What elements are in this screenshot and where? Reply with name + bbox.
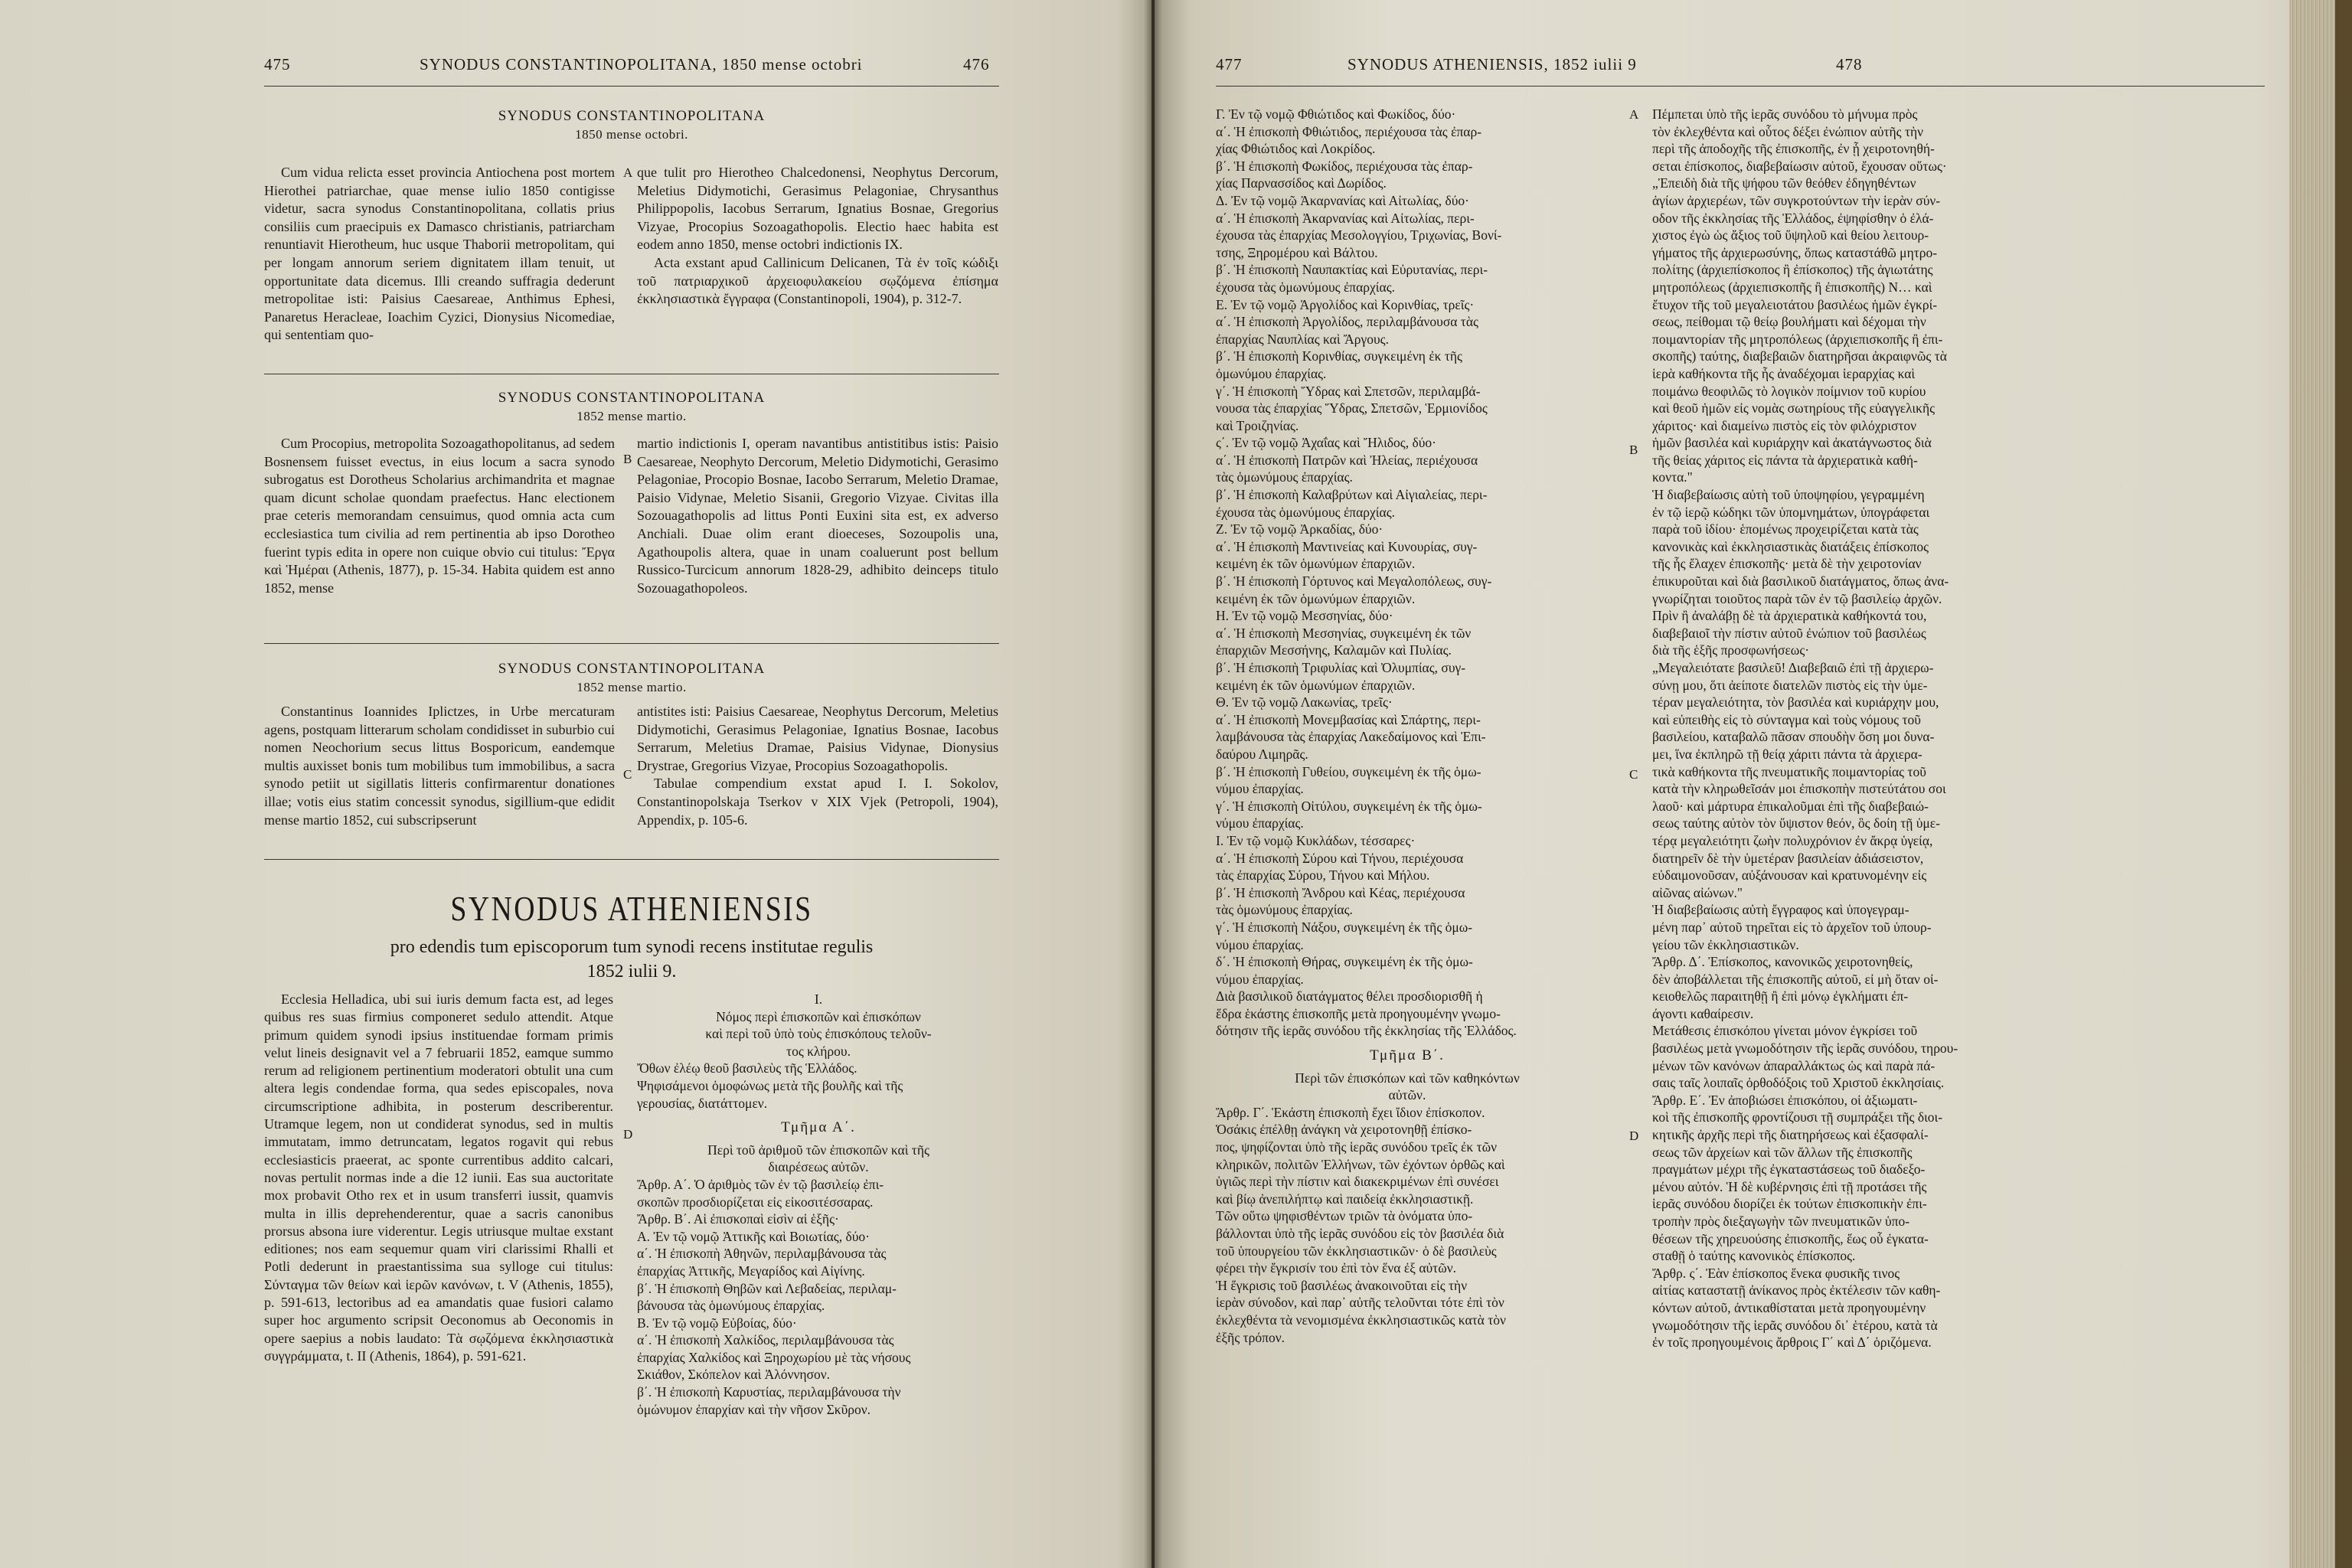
text-line: δὲν ἀποβάλλεται τῆς ἐπισκοπῆς αὐτοῦ, εἰ μὴ ὅταν οἰ-	[1652, 971, 1939, 987]
text-line: Μετάθεσις ἐπισκόπου γίνεται μόνον ἐγκρίσει τοῦ	[1652, 1023, 1918, 1039]
text-line: ς΄. Ἐν τῷ νομῷ Ἀχαΐας καὶ Ἤλιδος, δύο·	[1216, 435, 1436, 451]
text-line: φέρει τὴν ἔγκρισίν του ἐπὶ τὸν ἕνα ἐξ αὐτῶν.	[1216, 1260, 1457, 1276]
text-line: χίας Φθιώτιδος καὶ Λοκρίδος.	[1216, 141, 1376, 157]
text-line: α΄. Ἡ ἐπισκοπὴ Χαλκίδος, περιλαμβάνουσα τὰς	[637, 1332, 894, 1348]
text-line: λαμβάνουσα τὰς ἐπαρχίας Λακεδαίμονος καὶ Ἐπι-	[1216, 729, 1486, 745]
text-line: Ἡ διαβεβαίωσις αὐτὴ τοῦ ὑποψηφίου, γεγραμμένη	[1652, 487, 1925, 503]
text-line: βάλλονται ὑπὸ τῆς ἱερᾶς συνόδου εἰς τὸν βασιλέα διὰ	[1216, 1226, 1504, 1241]
page-number: 475	[264, 55, 291, 74]
text-line: β΄. Ἡ ἐπισκοπὴ Ναυπακτίας καὶ Εὐρυτανίας, περι-	[1216, 262, 1488, 278]
title-date: 1852 iulii 9.	[586, 962, 677, 982]
paragraph: que tulit pro Hierotheo Chalcedonensi, Neophytus Dercorum, Meletius Didymotichi, Gerasimus Pelagoniae, Chrysanthus Philippopolis, Iacobus Serrarum, Ignatius Bosnae, Gregorius Vizyae, Procopius Sozoagathopolis. Electio haec habita est eodem anno 1850, mense octobri indictionis IX.	[637, 165, 998, 253]
text-line: ἕδρα ἑκάστης ἐπισκοπῆς μετὰ προηγουμένην γνωμο-	[1216, 1005, 1501, 1021]
text-line: β΄. Ἡ ἐπισκοπὴ Θηβῶν καὶ Λεβαδείας, περιλαμ-	[637, 1280, 897, 1296]
margin-letter: A	[1629, 107, 1639, 122]
text-line: α΄. Ἡ ἐπισκοπὴ Πατρῶν καὶ Ἠλείας, περιέχουσα	[1216, 452, 1478, 468]
greek-column	[1652, 106, 2035, 1351]
text-line: σεως τῶν ἀρχείων καὶ τῶν ἄλλων τῆς ἐπισκοπῆς	[1652, 1144, 1913, 1160]
text-line: σταθῇ ὁ ταύτης κανονικὸς ἐπίσκοπος.	[1652, 1248, 1856, 1264]
text-line: άγοντι καθαίρεσιν.	[1652, 1005, 1754, 1021]
text-line: νουσα τὰς ἐπαρχίας Ὕδρας, Σπετσῶν, Ἑρμιονίδος	[1216, 400, 1488, 416]
text-line: τῆς ἧς ἔλαχεν ἐπισκοπῆς· μετὰ δὲ τὴν χειροτονίαν	[1652, 556, 1922, 572]
text-line: έχουσα τὰς ἐπαρχίας Μεσολογγίου, Τριχωνίας, Βονί-	[1216, 227, 1502, 243]
text-line: κειμένη ἐκ τῶν ὁμωνύμων ἐπαρχιῶν.	[1216, 556, 1416, 572]
text-line: β΄. Ἡ ἐπισκοπὴ Γόρτυνος καὶ Μεγαλοπόλεως, συγ-	[1216, 573, 1492, 590]
text-line: διατηρεῖν δὲ τὴν ὑμετέραν βασιλείαν ἀδιάσειστον,	[1652, 850, 1924, 866]
text-line: διὰ τῆς ἑξῆς προσφωνήσεως·	[1652, 642, 1810, 658]
text-line: γ΄. Ἡ ἐπισκοπὴ Νάξου, συγκειμένη ἐκ τῆς ὁμω-	[1216, 919, 1473, 935]
running-title: SYNODUS ATHENIENSIS, 1852 iulii 9	[1348, 55, 1637, 74]
text-line: θέσεων τῆς χηρευούσης ἐπισκοπῆς, ἕως οὗ ἐγκατα-	[1652, 1230, 1929, 1246]
margin-letter: C	[1629, 767, 1638, 782]
text-line: κληρικῶν, πολιτῶν Ἑλλήνων, τῶν ἐχόντων ὀρθῶς καὶ	[1216, 1156, 1505, 1172]
text-line: ἔτυχον τῆς τοῦ μεγαλειοτάτου βασιλέως ἡμῶν ἐγκρί-	[1652, 296, 1938, 312]
text-line: καὶ βίῳ ἀνεπιλήπτῳ καὶ παιδείᾳ ἐκκλησιαστικῇ.	[1216, 1191, 1474, 1207]
text-line: β΄. Ἡ ἐπισκοπὴ Καλαβρύτων καὶ Αἰγιαλείας, περι-	[1216, 487, 1488, 503]
section-title: SYNODUS CONSTANTINOPOLITANA	[498, 661, 766, 677]
margin-letter: B	[1629, 443, 1638, 457]
text-column	[264, 435, 615, 597]
section-date: 1852 mense martio.	[577, 409, 687, 423]
text-line: αἰῶνας αἰώνων."	[1652, 884, 1743, 900]
text-line: βασιλέως μετὰ γνωμοδότησιν τῆς ἱερᾶς συνόδου, τηρου-	[1652, 1040, 1958, 1057]
text-line: μει, ἵνα ἐκπληρῶ τῇ θείᾳ χάριτι πάντα τὰ ἀρχιερα-	[1652, 746, 1922, 762]
text-line: ἐν τῷ ἱερῷ κώδηκι τῶν ὑπομνημάτων, ὑπογράφεται	[1652, 504, 1930, 520]
text-line: ἱερὰν σύνοδον, καὶ παρ᾿ αὐτῆς τελοῦνται τότε ἐπὶ τὸν	[1216, 1295, 1504, 1311]
text-line: Πέμπεται ὑπὸ τῆς ἱερᾶς συνόδου τὸ μήνυμα πρὸς	[1652, 106, 1918, 122]
text-column	[264, 703, 615, 829]
paragraph: Tabulae compendium exstat apud I. I. Sokolov, Constantinopolskaja Tserkov v XIX Vjek (Petropoli, 1904), Appendix, p. 105-6.	[637, 776, 998, 828]
text-line: κειμένη ἐκ τῶν ὁμωνύμων ἐπαρχιῶν.	[1216, 677, 1416, 693]
text-line: κοὶ τῆς ἐπισκοπῆς φροντίζουσι τῇ συμπράξει τῆς διοι-	[1652, 1109, 1943, 1125]
text-line: α΄. Ἡ ἐπισκοπὴ Φθιώτιδος, περιέχουσα τὰς ἐπαρ-	[1216, 123, 1482, 139]
text-line: „Μεγαλειότατε βασιλεῦ! Διαβεβαιῶ ἐπὶ τῇ ἀρχιερω-	[1652, 660, 1934, 675]
text-line: ἐκλεχθέντα τὰ νενομισμένα ἐκκλησιαστικῶς κατὰ τὸν	[1216, 1312, 1506, 1328]
running-title: SYNODUS CONSTANTINOPOLITANA, 1850 mense octobri	[420, 55, 863, 74]
text-line: γνωμοδότησιν τῆς ἱερᾶς συνόδου δι᾿ ἑτέρου, κατὰ τὰ	[1652, 1317, 1938, 1333]
section-date: 1852 mense martio.	[577, 680, 687, 694]
paragraph: antistites isti: Paisius Caesareae, Neophytus Dercorum, Meletius Didymotichi, Gerasimus Pelagoniae, Ignatius Bosnae, Iacobus Serrarum, Meletius Dramae, Paisius Vidynae, Dionysius Drystrae, Gregorius Vizyae, Procopius Sozoagathopolis.	[637, 704, 998, 773]
text-line: Θ. Ἐν τῷ νομῷ Λακωνίας, τρεῖς·	[1216, 694, 1393, 710]
text-line: τος κλήρου.	[786, 1043, 851, 1059]
text-line: Διὰ βασιλικοῦ διατάγματος θέλει προσδιορισθῆ ἡ	[1216, 988, 1483, 1004]
text-line: ἱερᾶς συνόδου διορίζει ἐκ τούτων ἐπισκοπικὴν ἐπι-	[1652, 1196, 1927, 1212]
text-line: κανονικὰς καὶ ἐκκλησιαστικὰς διατάξεις ἐπίσκοπος	[1652, 538, 1929, 554]
text-line: ἐξῆς τρόπον.	[1216, 1329, 1285, 1345]
text-line: Ἡ ἔγκρισις τοῦ βασιλέως ἀνακοινοῦται εἰς τὴν	[1216, 1277, 1468, 1293]
text-line: β΄. Ἡ ἐπισκοπὴ Φωκίδος, περιέχουσα τὰς ἐπαρ-	[1216, 158, 1473, 174]
text-line: καὶ περὶ τοῦ ὑπὸ τοὺς ἐπισκόπους τελοῦν-	[705, 1026, 932, 1042]
text-line: Σκιάθον, Σκόπελον καὶ Ἀλόννησον.	[637, 1367, 830, 1383]
text-line: γ΄. Ἡ ἐπισκοπὴ Ὕδρας καὶ Σπετσῶν, περιλαμβά-	[1216, 383, 1481, 399]
text-line: α΄. Ἡ ἐπισκοπὴ Ἀργολίδος, περιλαμβάνουσα τὰς	[1216, 314, 1478, 330]
text-line: α΄. Ἡ ἐπισκοπὴ Μονεμβασίας καὶ Σπάρτης, περι-	[1216, 711, 1481, 727]
book-cover-edge	[2335, 0, 2352, 1568]
text-line: α΄. Ἡ ἐπισκοπὴ Ἀκαρνανίας καὶ Αἰτωλίας, περι-	[1216, 210, 1475, 226]
text-column	[637, 703, 998, 829]
text-line: σεται ἐπίσκοπος, διαβεβαίωσιν αὐτοῦ, ἔχουσαν οὕτως·	[1652, 158, 1947, 174]
text-line: βασιλείου, καταβαλῶ πᾶσαν σπουδὴν ὅση μοι δυνα-	[1652, 729, 1935, 745]
text-line: περὶ τῆς ἀποδοχῆς τῆς ἐπισκοπῆς, ἐν ᾗ χειροτονηθή-	[1652, 141, 1935, 157]
text-line: τοῦ ὑπουργείου τῶν ἐκκλησιαστικῶν· ὁ δὲ βασιλεὺς	[1216, 1243, 1497, 1259]
text-line: Τῶν οὕτω ψηφισθέντων τριῶν τὰ ὀνόματα ὑπο-	[1216, 1208, 1473, 1224]
text-line: Ζ. Ἐν τῷ νομῷ Ἀρκαδίας, δύο·	[1216, 521, 1383, 537]
left-page	[0, 0, 1152, 1568]
text-line: σύνῃ μου, ὅτι ἀείποτε διατελῶν πιστὸς εἰς τὴν ὑμε-	[1652, 677, 1928, 693]
page-number: 478	[1836, 55, 1863, 74]
text-line: Ἄρθρ. Β΄. Αἱ ἐπισκοπαὶ εἰσὶν αἱ ἑξῆς·	[637, 1211, 839, 1227]
text-line: τροπὴν πρὸς διεξαγωγὴν τῶν πνευματικῶν ὑπο-	[1652, 1214, 1910, 1229]
text-line: ἱερὰ καθήκοντα τῆς ἧς ἀναδέχομαι ἱεραρχίας καὶ	[1652, 365, 1916, 381]
text-line: γήματος τῆς ἀρχιερωσύνης, ὅπως καταστάθῶ μητρο-	[1652, 244, 1938, 260]
header-rule	[1216, 86, 2265, 87]
text-line: α΄. Ἡ ἐπισκοπὴ Μεσσηνίας, συγκειμένη ἐκ τῶν	[1216, 625, 1472, 641]
paragraph: Constantinus Ioannides Iplictzes, in Urbe mercaturam agens, postquam litterarum scholam condidisset in suburbio cui nomen Neochorium secus littus Bosporicum, eandemque multis auxisset bonis tum mobilibus tum immobilibus, a sacra synodo petiit ut sigillatis litteris confirmarentur donationes illae; votis eius statim concessit synodus, sigillium-que edidit mense martio 1852, cui subscripserunt	[264, 704, 615, 828]
text-line: τέραν μεγαλειότητα, τὸν βασιλέα καὶ κυριάρχην μου,	[1652, 694, 1939, 710]
text-line: μητροπόλεως (ἀρχιεπισκοπῆς ἢ ἐπισκοπῆς) N… καὶ	[1652, 279, 1932, 295]
text-line: νύμου ἐπαρχίας.	[1216, 781, 1304, 797]
text-line: κόντων αὐτοῦ, ἀντικαθίσταται μετὰ προηγουμένην	[1652, 1299, 1926, 1315]
text-line: ἐπαρχιῶν Μεσσήνης, Καλαμῶν καὶ Πυλίας.	[1216, 642, 1452, 658]
text-line: Ε. Ἐν τῷ νομῷ Ἀργολίδος καὶ Κορινθίας, τρεῖς·	[1216, 296, 1475, 312]
margin-letter: D	[623, 1127, 633, 1142]
text-line: σεως, πείθομαι τῷ θείῳ βουλήματι καὶ δέχομαι τὴν	[1652, 314, 1926, 330]
text-line: οδον τῆς ἐκκλησίας τῆς Ἑλλάδος, ἐψηφίσθην ὁ ἐλά-	[1652, 210, 1934, 226]
text-line: Τμῆμα Α΄.	[781, 1119, 856, 1136]
text-line: Ὄθων ἐλέῳ θεοῦ βασιλεὺς τῆς Ἑλλάδος.	[637, 1060, 858, 1076]
text-line: μένη παρ᾿ αὐτοῦ τηρεῖται εἰς τὸ ἀρχεῖον τοῦ ὑπουρ-	[1652, 919, 1932, 935]
text-line: α΄. Ἡ ἐπισκοπὴ Ἀθηνῶν, περιλαμβάνουσα τὰς	[637, 1246, 887, 1262]
text-line: σαις ταῖς λοιπαῖς ὀρθοδόξοις τοῦ Χριστοῦ ἐκκλησίαις.	[1652, 1075, 1945, 1091]
text-line: κειμένη ἐκ τῶν ὁμωνύμων ἐπαρχιῶν.	[1216, 590, 1416, 606]
text-line: ὑγιῶς περὶ τὴν πίστιν καὶ διακεκριμένων ἐπὶ συνέσει	[1216, 1174, 1499, 1190]
text-line: κειοθελῶς παραιτηθῇ ἢ ἐπὶ μόνῳ ἐγκλήματι ἐπ-	[1652, 988, 1909, 1004]
section-rule	[264, 859, 999, 860]
text-line: Β. Ἐν τῷ νομῷ Εὐβοίας, δύο·	[637, 1315, 797, 1331]
text-line: α΄. Ἡ ἐπισκοπὴ Μαντινείας καὶ Κυνουρίας, συγ-	[1216, 538, 1478, 554]
text-line: γερουσίας, διατάττομεν.	[637, 1095, 768, 1111]
section-heading	[264, 660, 999, 697]
text-line: παρὰ τοῦ ἰδίου· ἑπομένως προχειρίζεται κατὰ τὰς	[1652, 521, 1919, 537]
text-line: γνωρίζηται τοιοῦτος παρὰ τῶν ἐν τῷ βασιλείῳ ἀρχῶν.	[1652, 590, 1942, 606]
text-line: νύμου ἐπαρχίας.	[1216, 936, 1304, 952]
text-line: τὰς ὁμωνύμους ἐπαρχίας.	[1216, 469, 1353, 485]
text-line: τικὰ καθήκοντα τῆς πνευματικῆς ποιμαντορίας τοῦ	[1652, 763, 1926, 779]
text-line: γ΄. Ἡ ἐπισκοπὴ Οἰτύλου, συγκειμένη ἐκ τῆς ὁμω-	[1216, 798, 1482, 814]
text-line: ἐπικυροῦται καὶ διὰ βασιλικοῦ διατάγματος, ὅπως ἀνα-	[1652, 573, 1949, 590]
paragraph: Ecclesia Helladica, ubi sui iuris demum facta est, ad leges quibus res suas firmius componeret sedulo attendit. Atque primum quidem synodi ipsius instituendae formam primis velut lineis designavit vel a 7 februarii 1852, eamque summo rerum ad religionem pertinentium moderatori obtulit una cum altera legis condendae forma, qua sedes episcopales, nova circumscriptione adhibita, in posterum describerentur. Utramque legem, non ut condiderat synodus, sed in multis immutatam, immo detruncatam, legatos rogavit qui rebus ecclesiasticis praeerat, ac sponte currentibus addito calcari, novas pertulit normas inde a die 12 iunii. Eas sua auctoritate mox probavit Otho rex et in usum transferri iussit, quamvis multa in illis deprehenderentur, quae a sacris canonibus prorsus absona iure viderentur. Legis utriusque multae exstant editiones; nos eam sequemur quam viri clarissimi Rhalli et Potli dederunt in praestantissima sua sylloge cui titulus: Σύνταγμα τῶν θείων καὶ ἱερῶν κανόνων, t. V (Athenis, 1855), p. 591-613, lectoribus ad ea amandatis quae fusiori calamo super hoc argumento scripsit Oeconomus ab Oeconomis in opere saepius a nobis laudato: Τὰ σῳζόμενα ἐκκλησιαστικὰ συγγράμματα, t. II (Athenis, 1864), p. 591-621.	[264, 991, 613, 1364]
margin-letter: C	[623, 767, 632, 782]
text-line: αὐτῶν.	[1388, 1087, 1426, 1103]
main-title: SYNODUS ATHENIENSIS	[450, 889, 813, 928]
text-line: πος, ψηφίζονται ὑπὸ τῆς ἱερᾶς συνόδου τρεῖς ἐκ τῶν	[1216, 1139, 1498, 1155]
paragraph: Acta exstant apud Callinicum Delicanen, Τὰ ἐν τοῖς κώδιξι τοῦ πατριαρχικοῦ ἀρχειοφυλακείου σῳζόμενα ἐπίσημα ἐκκλησιαστικὰ ἔγγραφα (Constantinopoli, 1904), p. 312-7.	[637, 254, 998, 307]
text-line: καὶ θεοῦ ἡμῶν εἰς νομὰς σωτηρίους τῆς εὐαγγελικῆς	[1652, 400, 1936, 416]
text-column	[637, 164, 998, 309]
text-column	[264, 991, 613, 1365]
text-line: νύμου ἐπαρχίας.	[1216, 815, 1304, 831]
text-line: β΄. Ἡ ἐπισκοπὴ Τριφυλίας καὶ Ὀλυμπίας, συγ-	[1216, 660, 1466, 675]
text-line: ἐπαρχίας Ἀττικῆς, Μεγαρίδος καὶ Αἰγίνης.	[637, 1263, 865, 1279]
text-line: β΄. Ἡ ἐπισκοπὴ Κορινθίας, συγκειμένη ἐκ τῆς	[1216, 348, 1462, 364]
text-line: κοντα."	[1652, 469, 1693, 485]
text-line: γείου τῶν ἐκκλησιαστικῶν.	[1652, 936, 1799, 952]
text-line: β΄. Ἡ ἐπισκοπὴ Ἄνδρου καὶ Κέας, περιέχουσα	[1216, 884, 1465, 900]
text-line: καὶ εὐπειθὴς εἰς τὸ σύνταγμα καὶ τοὺς νόμους τοῦ	[1652, 711, 1921, 727]
text-line: σεως ταύτης αὐτὸν τὸν ὕψιστον θεόν, ὃς δοίη τῇ ὑμε-	[1652, 815, 1940, 831]
text-line: τῆς θείας χάριτος εἰς πάντα τὰ ἀρχιερατικὰ καθή-	[1652, 452, 1918, 468]
paragraph: Cum Procopius, metropolita Sozoagathopolitanus, ad sedem Bosnensem fuisset evectus, in eius locum a sacra synodo subrogatus est Dorotheus Scholarius archimandrita et magnae quam dicunt scholae quondam praefectus. Hanc electionem prae ceteris memorandam censuimus, quod omnia acta cum ecclesiastica tum civilia ad rem pertinentia ab ipso Dorotheo fuerint typis edita in opere non cuique obvio cui titulus: Ἔργα καὶ Ἡμέραι (Athenis, 1877), p. 15-34. Habita quidem est anno 1852, mense	[264, 436, 615, 596]
text-line: μένου αὐτόν. Ἡ δὲ κυβέρνησις ἐπὶ τῇ προτάσει τῆς	[1652, 1178, 1927, 1194]
text-line: τσης, Ξηρομέρου καὶ Βάλτου.	[1216, 244, 1378, 260]
text-line: Τμῆμα Β΄.	[1370, 1047, 1445, 1064]
text-line: τέρᾳ μεγαλειότητι ζωὴν πολυχρόνιον ἐν ἄκρᾳ ὑγείᾳ,	[1652, 832, 1933, 848]
section-date: 1850 mense octobri.	[575, 127, 688, 142]
text-line: μένων τῶν κανόνων ἀπαραλλάκτως ὡς καὶ παρὰ πά-	[1652, 1057, 1936, 1073]
text-line: ἐν τοῖς προηγουμένοις ἄρθροις Γ΄ καὶ Δ΄ ὁριζόμενα.	[1652, 1334, 1932, 1351]
text-line: νύμου ἐπαρχίας.	[1216, 971, 1304, 987]
text-line: Ψηφισάμενοι ὁμοφώνως μετὰ τῆς βουλῆς καὶ τῆς	[637, 1077, 903, 1093]
text-line: ἡμῶν βασιλέα καὶ κυριάρχην καὶ ἀκατάγνωστος διὰ	[1652, 435, 1932, 451]
text-line: δ΄. Ἡ ἐπισκοπὴ Θήρας, συγκειμένη ἐκ τῆς ὁμω-	[1216, 954, 1473, 970]
text-line: I.	[814, 991, 823, 1007]
section-heading	[264, 389, 999, 426]
text-line: κητικῆς ἀρχῆς περὶ τῆς διατηρήσεως καὶ ἐξασφαλί-	[1652, 1127, 1929, 1143]
page-number: 476	[963, 55, 990, 74]
text-line: „Ἐπειδὴ διὰ τῆς ψήφου τῶν θεόθεν ἐδηγηθέντων	[1652, 175, 1916, 191]
greek-column	[1216, 106, 1599, 1346]
text-line: ἐπαρχίας Ναυπλίας καὶ Ἄργους.	[1216, 331, 1389, 347]
text-line: Ἄρθρ. Δ΄. Ἐπίσκοπος, κανονικῶς χειροτονηθείς,	[1652, 954, 1913, 970]
text-line: χίας Παρνασσίδος καὶ Δωρίδος.	[1216, 175, 1387, 191]
right-page	[1155, 0, 2352, 1568]
subtitle: pro edendis tum episcoporum tum synodi recens institutae regulis	[390, 937, 874, 957]
text-line: πολίτης (ἀρχιεπίσκοπος ἢ ἐπίσκοπος) τῆς ἁγιωτάτης	[1652, 262, 1933, 278]
text-line: Ἡ διαβεβαίωσις αὐτὴ ἔγγραφος καὶ ὑπογεγραμ-	[1652, 902, 1909, 918]
text-line: ποιμάνω θεοφιλῶς τὸ λογικὸν ποίμνιον τοῦ κυρίου	[1652, 383, 1926, 399]
margin-letter: B	[623, 452, 632, 466]
text-line: α΄. Ἡ ἐπισκοπὴ Σύρου καὶ Τήνου, περιέχουσα	[1216, 850, 1464, 866]
text-line: βάνουσα τὰς ὁμωνύμους ἐπαρχίας.	[637, 1298, 825, 1314]
section-title: SYNODUS CONSTANTINOPOLITANA	[498, 390, 766, 406]
text-line: εὐδαιμονοῦσαν, αὐξάνουσαν καὶ κρατυνομένην εἰς	[1652, 867, 1927, 884]
text-line: καὶ Τροιζηνίας.	[1216, 417, 1299, 433]
text-line: Πρὶν ἢ ἀναλάβῃ δὲ τὰ ἀρχιερατικὰ καθήκοντά του,	[1652, 608, 1927, 624]
text-line: τὰς ὁμωνύμους ἐπαρχίας.	[1216, 902, 1353, 918]
text-line: πραγμάτων μέχρι τῆς ἐγκαταστάσεως τοῦ διαδεξο-	[1652, 1161, 1926, 1178]
text-line: Ἄρθρ. ς΄. Ἐὰν ἐπίσκοπος ἕνεκα φυσικῆς τινος	[1652, 1265, 1900, 1281]
text-line: Νόμος περὶ ἐπισκοπῶν καὶ ἐπισκόπων	[716, 1008, 921, 1024]
text-line: διαιρέσεως αὐτῶν.	[768, 1159, 869, 1175]
text-line: κατὰ τὴν κληρωθεῖσάν μοι ἐπισκοπὴν πιστεύτάτου σοι	[1652, 781, 1946, 797]
margin-letter: A	[623, 165, 633, 180]
text-line: ἁγίων ἀρχιερέων, τῶν συγκροτούντων τὴν ἱερὰν σύν-	[1652, 192, 1941, 208]
text-line: ὁμώνυμον ἐπαρχίαν καὶ τὴν νῆσον Σκῦρον.	[637, 1401, 871, 1417]
text-line: έχουσα τὰς ὁμωνύμους ἐπαρχίας.	[1216, 504, 1395, 520]
text-column	[637, 435, 998, 597]
text-line: ποιμαντορίαν τῆς μητροπόλεως (ἀρχιεπισκοπῆς ἢ ἐπι-	[1652, 331, 1943, 347]
text-line: τὰς ἐπαρχίας Σύρου, Τήνου καὶ Μήλου.	[1216, 867, 1430, 884]
text-line: λαοῦ· καὶ μάρτυρα ἐπικαλοῦμαι ἐπὶ τῆς διαβεβαιώ-	[1652, 798, 1929, 814]
text-line: Περὶ τῶν ἐπισκόπων καὶ τῶν καθηκόντων	[1295, 1070, 1520, 1086]
text-line: Ἄρθρ. Γ΄. Ἑκάστη ἐπισκοπὴ ἔχει ἴδιον ἐπίσκοπον.	[1216, 1104, 1485, 1120]
section-rule	[264, 643, 999, 644]
text-line: Ἄρθρ. Α΄. Ὁ ἀριθμὸς τῶν ἐν τῷ βασιλείῳ ἐπι-	[637, 1176, 884, 1192]
greek-column	[637, 991, 1000, 1418]
text-line: ἐπαρχίας Χαλκίδος καὶ Ξηροχωρίου μὲ τὰς νήσους	[637, 1349, 911, 1365]
section-title: SYNODUS CONSTANTINOPOLITANA	[498, 108, 766, 124]
text-line: διαβεβαιοῖ τὴν πίστιν αὐτοῦ ἐνώπιον τοῦ βασιλέως	[1652, 625, 1926, 641]
paragraph: martio indictionis I, operam navantibus antistitibus istis: Paisio Caesareae, Neophyto Dercorum, Meletio Didymotichi, Gerasimo Pelagoniae, Procopio Bosnae, Iacobo Serrarum, Meletio Dramae, Paisio Vidynae, Meletio Sisanii, Gregorio Vizyae. Civitas illa Sozouagathopolis ad littus Ponti Euxini sita est, ex adverso Anchiali. Duae olim erant dioeceses, Sozoupolis una, Agathoupolis altera, quae in unam coaluerunt post bellum Russico-Turcicum annorum 1828-29, adhibito deinceps titulo Sozouagathopoleos.	[637, 436, 998, 596]
book-gutter	[1144, 0, 1162, 1568]
text-column	[264, 164, 615, 345]
section-heading	[264, 107, 999, 144]
text-line: Περὶ τοῦ ἀριθμοῦ τῶν ἐπισκοπῶν καὶ τῆς	[707, 1142, 929, 1158]
text-line: Ι. Ἐν τῷ νομῷ Κυκλάδων, τέσσαρες·	[1216, 832, 1416, 848]
text-line: Ἄρθρ. Ε΄. Ἐν ἀποβιώσει ἐπισκόπου, οἱ ἀξιωματι-	[1652, 1092, 1918, 1108]
text-line: Α. Ἐν τῷ νομῷ Ἀττικῆς καὶ Βοιωτίας, δύο·	[637, 1228, 870, 1244]
text-line: σκοπῶν προσδιορίζεται εἰς εἰκοσιτέσσαρας.	[637, 1194, 874, 1210]
text-line: Η. Ἐν τῷ νομῷ Μεσσηνίας, δύο·	[1216, 608, 1393, 624]
margin-letter: D	[1629, 1129, 1639, 1143]
text-line: χάριτος· καὶ διαμείνω πιστὸς εἰς τὸν φιλόχριστον	[1652, 417, 1917, 433]
text-line: δαύρου Λιμηρᾶς.	[1216, 746, 1308, 762]
text-line: τὸν ἐκλεχθέντα καὶ οὗτος δέξει ἐνώπιον αὐτῆς τὴν	[1652, 123, 1924, 139]
text-line: β΄. Ἡ ἐπισκοπὴ Γυθείου, συγκειμένη ἐκ τῆς ὁμω-	[1216, 763, 1481, 779]
text-line: έχουσα τὰς ὁμωνύμους ἐπαρχίας.	[1216, 279, 1395, 295]
text-line: Ὁσάκις ἐπέλθῃ ἀνάγκη νὰ χειροτονηθῇ ἐπίσκο-	[1216, 1122, 1472, 1138]
paragraph: Cum vidua relicta esset provincia Antiochena post mortem Hierothei patriarchae, quae mense iulio 1850 contigisse videtur, sacra synodus Constantinopolitana, collatis prius consiliis cum praecipuis ex Damasco christianis, patriarcham renuntiavit Hierotheum, huc usque Thaborii metropolitam, qui per longam annorum seriem dignitatem illam tenuit, ut opportunitate data dicemus. Illi creando suffragia dederunt metropolitae isti: Paisius Caesareae, Anthimus Ephesi, Panaretus Heracleae, Ioachim Cyzici, Dionysius Nicomediae, qui sententiam quo-	[264, 165, 615, 343]
page-number: 477	[1216, 55, 1243, 74]
text-line: χιστος ἐγὼ ὡς ἄξιος τοῦ ὕψηλοῦ καὶ θείου λειτουρ-	[1652, 227, 1929, 243]
text-line: ὁμωνύμου ἐπαρχίας.	[1216, 365, 1327, 381]
text-line: δότησιν τῆς ἱερᾶς συνόδου τῆς ἐκκλησίας τῆς Ἑλλάδος.	[1216, 1023, 1517, 1039]
text-line: αἰτίας καταστατῇ ἀνίκανος πρὸς ἐκτέλεσιν τῶν καθη-	[1652, 1282, 1941, 1298]
text-line: σκοπῆς) ταύτης, διαβεβαιῶν διατηρῆσαι ἀκραιφνῶς τὰ	[1652, 348, 1947, 364]
header-rule	[264, 86, 999, 87]
text-line: Δ. Ἐν τῷ νομῷ Ἀκαρνανίας καὶ Αἰτωλίας, δύο·	[1216, 192, 1470, 208]
text-line: β΄. Ἡ ἐπισκοπὴ Καρυστίας, περιλαμβάνουσα τὴν	[637, 1384, 901, 1400]
text-line: Γ. Ἐν τῷ νομῷ Φθιώτιδος καὶ Φωκίδος, δύο·	[1216, 106, 1456, 122]
